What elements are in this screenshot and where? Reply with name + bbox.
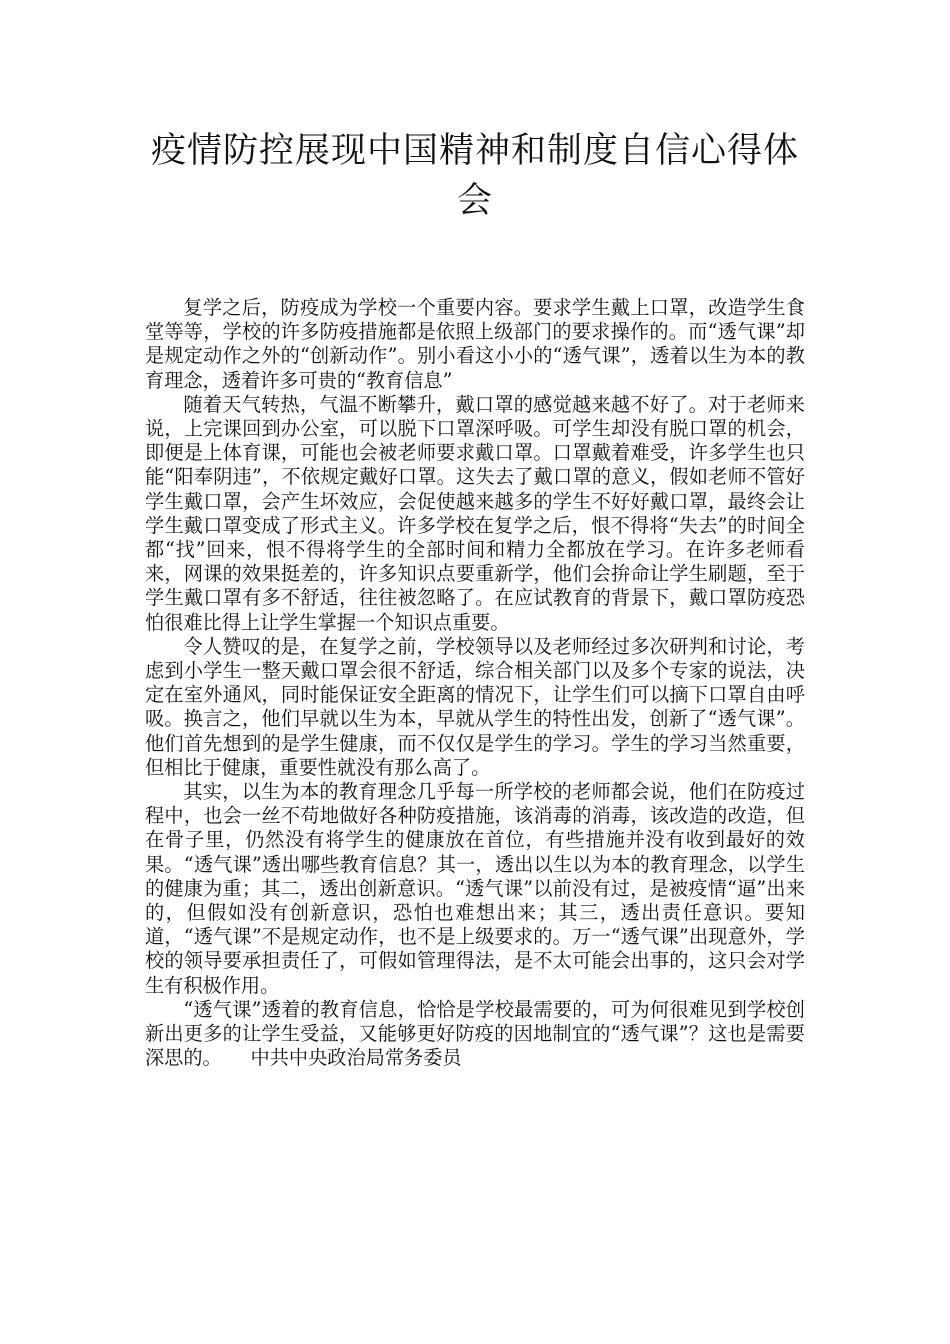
paragraph: 复学之后，防疫成为学校一个重要内容。要求学生戴上口罩，改造学生食堂等等，学校的许多防疫措施都是依照上级部门的要求操作的。而“透气课”却是规定动作之外的“创新动作”。别小看这小小的“透气课”，透着以生为本的教育理念，透着许多可贵的“教育信息” [145,296,805,392]
document-title: 疫情防控展现中国精神和制度自信心得体会 [150,131,799,221]
paragraph: 随着天气转热，气温不断攀升，戴口罩的感觉越来越不好了。对于老师来说，上完课回到办公室，可以脱下口罩深呼吸。可学生却没有脱口罩的机会，即便是上体育课，可能也会被老师要求戴口罩。口罩戴着难受，许多学生也只能“阳奉阴违”，不依规定戴好口罩。这失去了戴口罩的意义，假如老师不管好学生戴口罩，会产生坏效应，会促使越来越多的学生不好好戴口罩，最终会让学生戴口罩变成了形式主义。许多学校在复学之后，恨不得将“失去”的时间全都“找”回来，恨不得将学生的全部时间和精力全都放在学习。在许多老师看来，网课的效果挺差的，许多知识点要重新学，他们会拚命让学生刷题，至于学生戴口罩有多不舒适，往往被忽略了。在应试教育的背景下，戴口罩防疫恐怕很难比得上让学生掌握一个知识点重要。 [145,392,805,634]
paragraph: 令人赞叹的是，在复学之前，学校领导以及老师经过多次研判和讨论，考虑到小学生一整天戴口罩会很不舒适，综合相关部门以及多个专家的说法，决定在室外通风，同时能保证安全距离的情况下，让学生们可以摘下口罩自由呼吸。换言之，他们早就以生为本，早就从学生的特性出发，创新了“透气课”。他们首先想到的是学生健康，而不仅仅是学生的学习。学生的学习当然重要，但相比于健康，重要性就没有那么高了。 [145,634,805,779]
paragraph: 其实，以生为本的教育理念几乎每一所学校的老师都会说，他们在防疫过程中，也会一丝不苟地做好各种防疫措施，该消毒的消毒，该改造的改造，但在骨子里，仍然没有将学生的健康放在首位，有些措施并没有收到最好的效果。“透气课”透出哪些教育信息？其一，透出以生以为本的教育理念，以学生的健康为重；其二，透出创新意识。“透气课”以前没有过，是被疫情“逼”出来的，但假如没有创新意识，恐怕也难想出来；其三，透出责任意识。要知道，“透气课”不是规定动作，也不是上级要求的。万一“透气课”出现意外，学校的领导要承担责任了，可假如管理得法，是不太可能会出事的，这只会对学生有积极作用。 [145,780,805,997]
paragraph: “透气课”透着的教育信息，恰恰是学校最需要的，可为何很难见到学校创新出更多的让学生受益，又能够更好防疫的因地制宜的“透气课”？这也是需要深思的。 中共中央政治局常务委员 [145,997,805,1070]
document-body [145,296,805,1071]
